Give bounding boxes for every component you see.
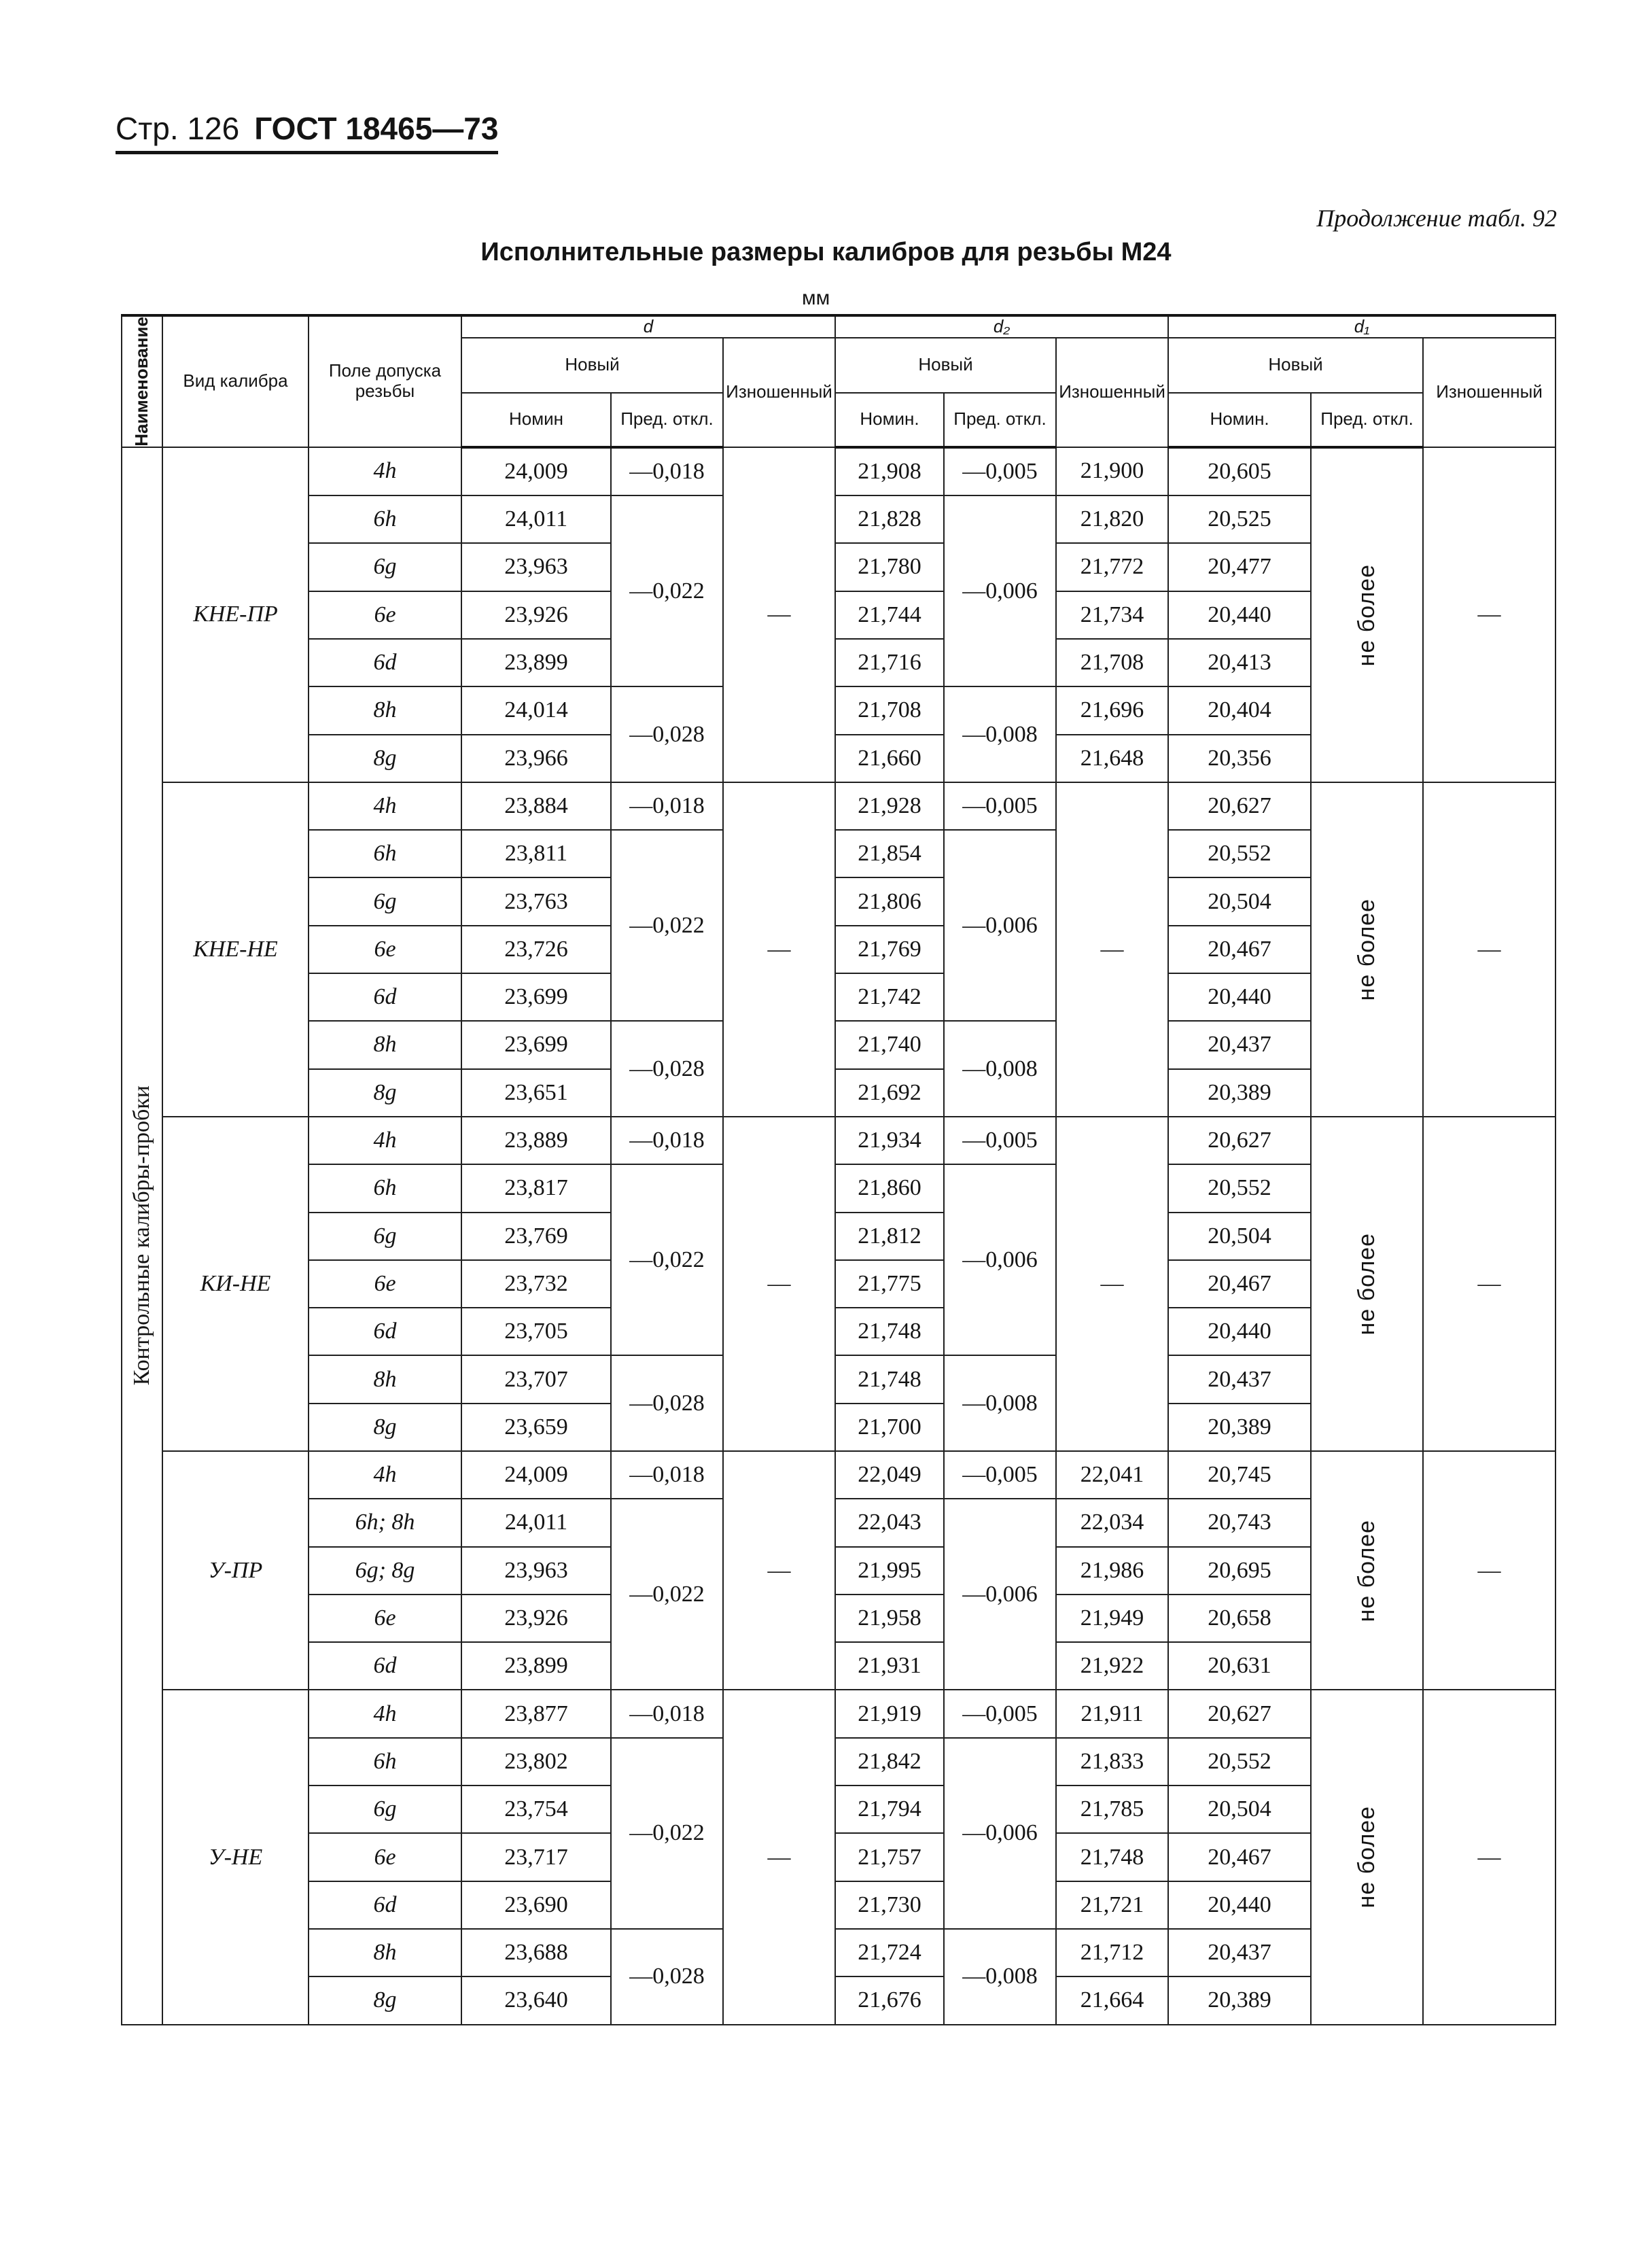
d-nominal-cell: 23,699	[461, 973, 611, 1021]
d1-deviation-cell	[1311, 1117, 1423, 1451]
d-worn-cell: —	[723, 1117, 835, 1451]
d2-worn-cell: 21,664	[1056, 1976, 1168, 2024]
col-group-d2: d₂	[835, 315, 1168, 338]
d2-nominal-cell: 21,744	[835, 591, 944, 639]
tolerance-field-cell: 8g	[309, 1404, 461, 1451]
d1-nominal-cell: 20,440	[1168, 591, 1311, 639]
d1-nominal-cell: 20,627	[1168, 782, 1311, 830]
d-nominal-cell: 23,963	[461, 1547, 611, 1595]
d-deviation-cell: —0,018	[611, 1117, 723, 1164]
no-more-note: не более	[1354, 1519, 1380, 1622]
tolerance-field-cell: 6h	[309, 495, 461, 543]
d2-nominal-cell: 21,660	[835, 735, 944, 782]
table-body	[122, 447, 1556, 2025]
d1-deviation-cell	[1311, 782, 1423, 1117]
d2-worn-cell: 21,648	[1056, 735, 1168, 782]
d2-nominal-cell: 21,730	[835, 1881, 944, 1929]
tolerance-field-cell: 6e	[309, 1595, 461, 1642]
d-nominal-cell: 24,014	[461, 686, 611, 734]
table-row	[122, 1451, 1556, 1499]
d2-deviation-cell: —0,005	[944, 1117, 1056, 1164]
d2-nominal-cell: 21,860	[835, 1164, 944, 1212]
d-deviation-cell: —0,028	[611, 686, 723, 782]
d2-worn-cell: 21,986	[1056, 1547, 1168, 1595]
tolerance-field-cell: 4h	[309, 447, 461, 495]
d2-nominal-cell: 21,748	[835, 1355, 944, 1403]
d1-nominal-cell: 20,389	[1168, 1404, 1311, 1451]
d1-nominal-cell: 20,504	[1168, 1213, 1311, 1260]
d2-worn-cell: —	[1056, 782, 1168, 1117]
page-number: Стр. 126	[116, 111, 240, 146]
d2-nominal-cell: 21,842	[835, 1738, 944, 1786]
d2-deviation-cell: —0,008	[944, 1355, 1056, 1451]
d2-nominal-cell: 21,676	[835, 1976, 944, 2024]
d-nominal-cell: 24,011	[461, 1499, 611, 1546]
d-nominal-cell: 24,009	[461, 447, 611, 495]
d1-nominal-cell: 20,745	[1168, 1451, 1311, 1499]
col-d1-nominal: Номин.	[1168, 393, 1311, 447]
tolerance-field-cell: 4h	[309, 782, 461, 830]
tolerance-field-cell: 6g	[309, 1213, 461, 1260]
d1-worn-cell: —	[1423, 782, 1556, 1117]
tolerance-field-cell: 6g; 8g	[309, 1547, 461, 1595]
gauge-type-cell: КНЕ-ПР	[162, 447, 309, 782]
d-nominal-cell: 23,640	[461, 1976, 611, 2024]
d-nominal-cell: 23,763	[461, 877, 611, 925]
d-nominal-cell: 23,877	[461, 1690, 611, 1737]
tolerance-field-cell: 8g	[309, 1976, 461, 2024]
d2-worn-cell: 21,911	[1056, 1690, 1168, 1737]
d-nominal-cell: 24,009	[461, 1451, 611, 1499]
tolerance-field-cell: 8h	[309, 1929, 461, 1976]
d-nominal-cell: 23,707	[461, 1355, 611, 1403]
d2-nominal-cell: 21,958	[835, 1595, 944, 1642]
d1-nominal-cell: 20,437	[1168, 1355, 1311, 1403]
d1-nominal-cell: 20,440	[1168, 973, 1311, 1021]
tolerance-field-cell: 6h	[309, 830, 461, 877]
d2-nominal-cell: 21,928	[835, 782, 944, 830]
tolerance-field-cell: 6h	[309, 1738, 461, 1786]
d1-nominal-cell: 20,413	[1168, 639, 1311, 686]
d1-nominal-cell: 20,627	[1168, 1690, 1311, 1737]
tolerance-field-cell: 6e	[309, 1260, 461, 1308]
d2-deviation-cell: —0,008	[944, 686, 1056, 782]
tolerance-field-cell: 6d	[309, 1881, 461, 1929]
d2-nominal-cell: 21,995	[835, 1547, 944, 1595]
d-nominal-cell: 23,811	[461, 830, 611, 877]
d-nominal-cell: 23,717	[461, 1833, 611, 1881]
d-nominal-cell: 23,726	[461, 926, 611, 973]
col-name-label: Наименование	[131, 317, 152, 447]
d-nominal-cell: 23,963	[461, 543, 611, 591]
standard-designation: ГОСТ 18465—73	[254, 111, 499, 146]
d1-nominal-cell: 20,631	[1168, 1642, 1311, 1690]
d1-deviation-cell	[1311, 1690, 1423, 2024]
d2-worn-cell: 21,721	[1056, 1881, 1168, 1929]
d1-worn-cell: —	[1423, 1451, 1556, 1690]
d-nominal-cell: 23,690	[461, 1881, 611, 1929]
d-deviation-cell: —0,022	[611, 495, 723, 686]
no-more-note: не более	[1354, 563, 1380, 666]
d-nominal-cell: 23,966	[461, 735, 611, 782]
d-nominal-cell: 23,926	[461, 591, 611, 639]
tolerance-field-cell: 6h	[309, 1164, 461, 1212]
d2-nominal-cell: 21,780	[835, 543, 944, 591]
d2-deviation-cell: —0,006	[944, 830, 1056, 1021]
tolerance-field-cell: 8g	[309, 1069, 461, 1117]
d-nominal-cell: 23,699	[461, 1021, 611, 1068]
d1-worn-cell: —	[1423, 1690, 1556, 2024]
d2-nominal-cell: 21,708	[835, 686, 944, 734]
d1-nominal-cell: 20,477	[1168, 543, 1311, 591]
col-d1-worn: Изношенный	[1423, 338, 1556, 447]
d-nominal-cell: 23,802	[461, 1738, 611, 1786]
d-nominal-cell: 23,817	[461, 1164, 611, 1212]
d-deviation-cell: —0,022	[611, 1164, 723, 1355]
tolerance-field-cell: 6d	[309, 639, 461, 686]
d2-deviation-cell: —0,005	[944, 447, 1056, 495]
d2-worn-cell: 21,712	[1056, 1929, 1168, 1976]
no-more-note: не более	[1354, 898, 1380, 1001]
d2-nominal-cell: 21,854	[835, 830, 944, 877]
tolerance-field-cell: 4h	[309, 1117, 461, 1164]
d2-deviation-cell: —0,006	[944, 1164, 1056, 1355]
d1-nominal-cell: 20,389	[1168, 1976, 1311, 2024]
d1-nominal-cell: 20,504	[1168, 1786, 1311, 1833]
table-row	[122, 1117, 1556, 1164]
d1-nominal-cell: 20,440	[1168, 1881, 1311, 1929]
col-d-new: Новый	[461, 338, 723, 393]
col-name	[122, 315, 162, 447]
d2-nominal-cell: 21,934	[835, 1117, 944, 1164]
d1-nominal-cell: 20,356	[1168, 735, 1311, 782]
d2-nominal-cell: 21,794	[835, 1786, 944, 1833]
d2-nominal-cell: 21,700	[835, 1404, 944, 1451]
table-continuation-note: Продолжение табл. 92	[1316, 205, 1557, 232]
category-label: Контрольные калибры-пробки	[129, 1085, 154, 1386]
d-nominal-cell: 23,884	[461, 782, 611, 830]
d2-worn-cell: 21,748	[1056, 1833, 1168, 1881]
d1-nominal-cell: 20,404	[1168, 686, 1311, 734]
d2-deviation-cell: —0,005	[944, 1690, 1056, 1737]
d2-deviation-cell: —0,006	[944, 1738, 1056, 1929]
d2-nominal-cell: 21,740	[835, 1021, 944, 1068]
d1-nominal-cell: 20,467	[1168, 1260, 1311, 1308]
d1-nominal-cell: 20,552	[1168, 830, 1311, 877]
tolerance-field-cell: 6e	[309, 591, 461, 639]
units-label: мм	[802, 287, 830, 309]
d1-nominal-cell: 20,743	[1168, 1499, 1311, 1546]
tolerance-field-cell: 6d	[309, 973, 461, 1021]
d1-nominal-cell: 20,437	[1168, 1929, 1311, 1976]
d1-nominal-cell: 20,437	[1168, 1021, 1311, 1068]
d2-deviation-cell: —0,005	[944, 782, 1056, 830]
d2-worn-cell: 21,949	[1056, 1595, 1168, 1642]
category-cell	[122, 447, 162, 2025]
tolerance-field-cell: 8h	[309, 1021, 461, 1068]
table-title: Исполнительные размеры калибров для резьбы М24	[480, 238, 1172, 266]
gauge-type-cell: КНЕ-НЕ	[162, 782, 309, 1117]
d-deviation-cell: —0,022	[611, 1738, 723, 1929]
d-deviation-cell: —0,018	[611, 1690, 723, 1737]
d2-deviation-cell: —0,005	[944, 1451, 1056, 1499]
d1-nominal-cell: 20,440	[1168, 1308, 1311, 1355]
d2-worn-cell: 21,734	[1056, 591, 1168, 639]
d2-nominal-cell: 21,769	[835, 926, 944, 973]
d2-nominal-cell: 21,908	[835, 447, 944, 495]
table-row	[122, 1690, 1556, 1737]
d1-worn-cell: —	[1423, 447, 1556, 782]
d-worn-cell: —	[723, 782, 835, 1117]
tolerance-field-cell: 6g	[309, 1786, 461, 1833]
d-nominal-cell: 23,899	[461, 1642, 611, 1690]
col-d2-new: Новый	[835, 338, 1056, 393]
tolerance-field-cell: 6e	[309, 1833, 461, 1881]
d-worn-cell: —	[723, 1690, 835, 2024]
d2-worn-cell: 22,034	[1056, 1499, 1168, 1546]
tolerance-field-cell: 6h; 8h	[309, 1499, 461, 1546]
d-deviation-cell: —0,028	[611, 1929, 723, 2025]
col-d1-deviation: Пред. откл.	[1311, 393, 1423, 447]
d1-nominal-cell: 20,552	[1168, 1738, 1311, 1786]
d-nominal-cell: 23,688	[461, 1929, 611, 1976]
no-more-note: не более	[1354, 1806, 1380, 1909]
col-d-worn: Изношенный	[723, 338, 835, 447]
d2-worn-cell: 22,041	[1056, 1451, 1168, 1499]
d2-worn-cell: —	[1056, 1117, 1168, 1451]
col-d-deviation: Пред. откл.	[611, 393, 723, 447]
table-row	[122, 782, 1556, 830]
d-nominal-cell: 23,899	[461, 639, 611, 686]
col-d1-new: Новый	[1168, 338, 1423, 393]
d2-nominal-cell: 21,806	[835, 877, 944, 925]
d1-nominal-cell: 20,605	[1168, 447, 1311, 495]
tolerance-field-cell: 6d	[309, 1642, 461, 1690]
d1-nominal-cell: 20,552	[1168, 1164, 1311, 1212]
d1-nominal-cell: 20,389	[1168, 1069, 1311, 1117]
col-d2-nominal: Номин.	[835, 393, 944, 447]
d-worn-cell: —	[723, 447, 835, 782]
d-deviation-cell: —0,022	[611, 830, 723, 1021]
gauge-type-cell: У-НЕ	[162, 1690, 309, 2024]
d2-nominal-cell: 21,742	[835, 973, 944, 1021]
gauge-type-cell: КИ-НЕ	[162, 1117, 309, 1451]
d-nominal-cell: 24,011	[461, 495, 611, 543]
tolerance-field-cell: 4h	[309, 1690, 461, 1737]
d1-nominal-cell: 20,627	[1168, 1117, 1311, 1164]
d2-worn-cell: 21,922	[1056, 1642, 1168, 1690]
gauge-type-cell: У-ПР	[162, 1451, 309, 1690]
d2-nominal-cell: 21,775	[835, 1260, 944, 1308]
tolerance-field-cell: 6e	[309, 926, 461, 973]
tolerance-field-cell: 6g	[309, 543, 461, 591]
d2-nominal-cell: 21,716	[835, 639, 944, 686]
d1-nominal-cell: 20,525	[1168, 495, 1311, 543]
col-d2-worn: Изношенный	[1056, 338, 1168, 447]
d2-nominal-cell: 22,043	[835, 1499, 944, 1546]
no-more-note: не более	[1354, 1232, 1380, 1336]
col-group-d1: d₁	[1168, 315, 1556, 338]
col-group-d: d	[461, 315, 835, 338]
d2-deviation-cell: —0,008	[944, 1929, 1056, 2025]
d2-worn-cell: 21,820	[1056, 495, 1168, 543]
d2-nominal-cell: 21,931	[835, 1642, 944, 1690]
d2-nominal-cell: 21,919	[835, 1690, 944, 1737]
d2-worn-cell: 21,696	[1056, 686, 1168, 734]
tolerance-field-cell: 8h	[309, 686, 461, 734]
d-nominal-cell: 23,651	[461, 1069, 611, 1117]
d1-deviation-cell	[1311, 1451, 1423, 1690]
d2-worn-cell: 21,708	[1056, 639, 1168, 686]
d-nominal-cell: 23,732	[461, 1260, 611, 1308]
d-deviation-cell: —0,018	[611, 1451, 723, 1499]
col-gauge-type: Вид калибра	[162, 315, 309, 447]
d-nominal-cell: 23,889	[461, 1117, 611, 1164]
tolerance-field-cell: 8g	[309, 735, 461, 782]
d2-nominal-cell: 21,692	[835, 1069, 944, 1117]
d2-nominal-cell: 22,049	[835, 1451, 944, 1499]
d-nominal-cell: 23,659	[461, 1404, 611, 1451]
d-nominal-cell: 23,754	[461, 1786, 611, 1833]
gauge-dimensions-table	[121, 314, 1556, 2025]
d-deviation-cell: —0,028	[611, 1355, 723, 1451]
d-nominal-cell: 23,705	[461, 1308, 611, 1355]
col-tolerance-field: Поле допуска резьбы	[309, 315, 461, 447]
d2-nominal-cell: 21,748	[835, 1308, 944, 1355]
d-deviation-cell: —0,018	[611, 447, 723, 495]
d-nominal-cell: 23,769	[461, 1213, 611, 1260]
d2-worn-cell: 21,900	[1056, 447, 1168, 495]
col-d2-deviation: Пред. откл.	[944, 393, 1056, 447]
d1-nominal-cell: 20,467	[1168, 1833, 1311, 1881]
d-worn-cell: —	[723, 1451, 835, 1690]
d-deviation-cell: —0,022	[611, 1499, 723, 1690]
page-header	[116, 102, 498, 154]
d2-worn-cell: 21,785	[1056, 1786, 1168, 1833]
d2-nominal-cell: 21,812	[835, 1213, 944, 1260]
d2-deviation-cell: —0,006	[944, 1499, 1056, 1690]
d2-nominal-cell: 21,757	[835, 1833, 944, 1881]
table-row	[122, 447, 1556, 495]
d-deviation-cell: —0,018	[611, 782, 723, 830]
d2-nominal-cell: 21,724	[835, 1929, 944, 1976]
d1-worn-cell: —	[1423, 1117, 1556, 1451]
d-nominal-cell: 23,926	[461, 1595, 611, 1642]
d1-nominal-cell: 20,658	[1168, 1595, 1311, 1642]
col-d-nominal: Номин	[461, 393, 611, 447]
d2-worn-cell: 21,833	[1056, 1738, 1168, 1786]
tolerance-field-cell: 6d	[309, 1308, 461, 1355]
tolerance-field-cell: 8h	[309, 1355, 461, 1403]
tolerance-field-cell: 6g	[309, 877, 461, 925]
d-deviation-cell: —0,028	[611, 1021, 723, 1117]
d2-deviation-cell: —0,008	[944, 1021, 1056, 1117]
d1-nominal-cell: 20,504	[1168, 877, 1311, 925]
d1-nominal-cell: 20,467	[1168, 926, 1311, 973]
d1-nominal-cell: 20,695	[1168, 1547, 1311, 1595]
d1-deviation-cell	[1311, 447, 1423, 782]
d2-worn-cell: 21,772	[1056, 543, 1168, 591]
header-row-1	[122, 315, 1556, 338]
tolerance-field-cell: 4h	[309, 1451, 461, 1499]
d2-nominal-cell: 21,828	[835, 495, 944, 543]
d2-deviation-cell: —0,006	[944, 495, 1056, 686]
